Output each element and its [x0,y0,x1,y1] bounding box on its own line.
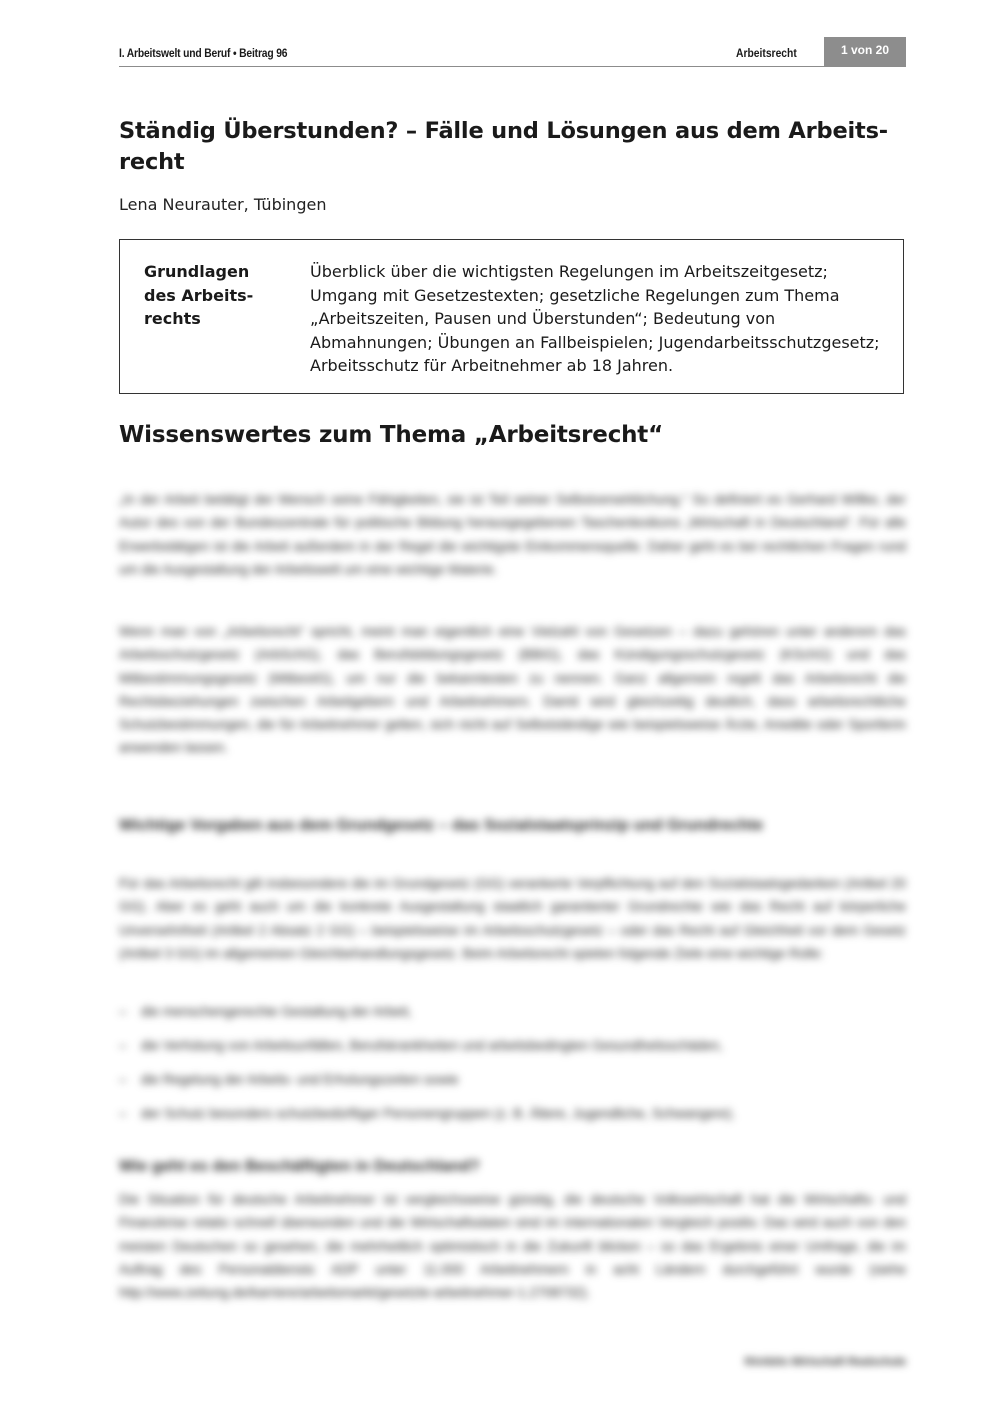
page-number-badge: 1 von 20 [824,37,906,66]
list-item: – der Schutz besonders schutzbedürftiger Personengruppen (z. B. Ältere, Jugendliche, Schwangere). [119,1102,906,1136]
list-item: – die Verhütung von Arbeitsunfällen, Berufskrankheiten und arbeitsbedingten Gesundheitsschäden, [119,1034,906,1068]
body-paragraph-4: Die Situation für deutsche Arbeitnehmer ist vergleichsweise günstig, die deutsche Volkswirtschaft hat die Wirtschafts- und Finanzkrise relativ schnell überwunden und die Wirtschaftsdaten sind im internationalen Vergleich positiv. Das wird auch von den meisten Deutschen so gesehen, die mehrheitlich optimistisch in die Zukunft blicken – so das Ergebnis einer Umfrage, die im Auftrag des Personaldiensts ADP unter 11.000 Arbeitnehmern in acht Ländern durchgeführt wurde (siehe http://www.zeitung.de/karriere/arbeitsmarkt/gesetzte-arbeitnehmer-1.2708732). [119,1192,906,1301]
section-heading: Wissenswertes zum Thema „Arbeitsrecht“ [119,422,664,448]
body-paragraph-3: Für das Arbeitsrecht gilt insbesondere die im Grundgesetz (GG) verankerte Verpflichtung auf den Sozialstaatsgedanken (Artikel 20 GG). Aber es geht auch um die konkrete Ausgestaltung staatlich garantierter Grundrechte wie das Recht auf körperliche Unversehrtheit (Artikel 2 Absatz 2 GG) – beispielsweise im Arbeitsschutzgesetz – oder das Recht auf Gleichheit vor dem Gesetz (Artikel 3 GG) im allgemeinen Gleichbehandlungsgesetz. Beim Arbeitsrecht spielen folgende Ziele eine wichtige Rolle: [119,876,906,961]
body-paragraph-1: „In der Arbeit betätigt der Mensch seine Fähigkeiten, sie ist Teil seiner Selbstverwirklichung.“ So definiert es Gerhard Willke, der Autor des von der Bundeszentrale für politische Bildung herausgegebenen Taschenlexikons „Wirtschaft in Deutschland“. Für alle Erwerbstätigen ist die Arbeit außerdem in der Regel die wichtigste Einkommensquelle. Daher geht es bei rechtlichen Fragen rund um die Ausgestaltung der Arbeitswelt um eine wichtige Materie. [119,492,906,577]
summary-box [119,239,904,394]
subheading-beschaeftigte: Wie geht es den Beschäftigten in Deutschland? [119,1158,480,1175]
footer-label: RAAbits Wirtschaft Realschule [744,1356,906,1368]
page-header [119,38,906,67]
summary-box-label: Grundlagen des Arbeits-rechts [144,262,254,328]
goals-list [119,1000,906,1136]
list-item: – die Regelung der Arbeits- und Erholungszeiten sowie [119,1068,906,1102]
author-line: Lena Neurauter, Tübingen [119,195,327,214]
header-series-label: I. Arbeitswelt und Beruf • Beitrag 96 [119,46,288,60]
list-item: – die menschengerechte Gestaltung der Arbeit, [119,1000,906,1034]
summary-box-text: Überblick über die wichtigsten Regelungen im Arbeitszeitgesetz; Umgang mit Gesetzestexten; gesetzliche Regelungen zum Thema „Arbeitszeiten, Pausen und Überstunden“; Bedeutung von Abmahnungen; Übungen an Fallbeispielen; Jugendarbeitsschutzgesetz; Arbeitsschutz für Arbeitnehmer ab 18 Jahren. [310,262,880,375]
header-topic-label: Arbeitsrecht [736,46,797,60]
page-title: Ständig Überstunden? – Fälle und Lösungen aus dem Arbeits-recht [119,118,888,175]
subheading-grundgesetz: Wichtige Vorgaben aus dem Grundgesetz – das Sozialstaatsprinzip und Grundrechte [119,817,764,834]
body-paragraph-2: Wenn man von „Arbeitsrecht“ spricht, meint man eigentlich eine Vielzahl von Gesetzen – dazu gehören unter anderem das Arbeitsschutzgesetz (ArbSchG), das Berufsbildungsgesetz (BBiG), das Kündigungsschutzgesetz (KSchG) und das Mitbestimmungsgesetz (MitbestG), um nur die bekanntesten zu nennen. Ganz allgemein regelt das Arbeitsrecht die Rechtsbeziehungen zwischen Arbeitgebern und Arbeitnehmern. Damit wird gleichzeitig deutlich, dass arbeitsrechtliche Schutzbestimmungen, die für Arbeitnehmer gelten, sich nicht auf Selbstständige wie beispielsweise Ärzte, Anwälte oder Sportlerin anwenden lassen. [119,624,906,756]
